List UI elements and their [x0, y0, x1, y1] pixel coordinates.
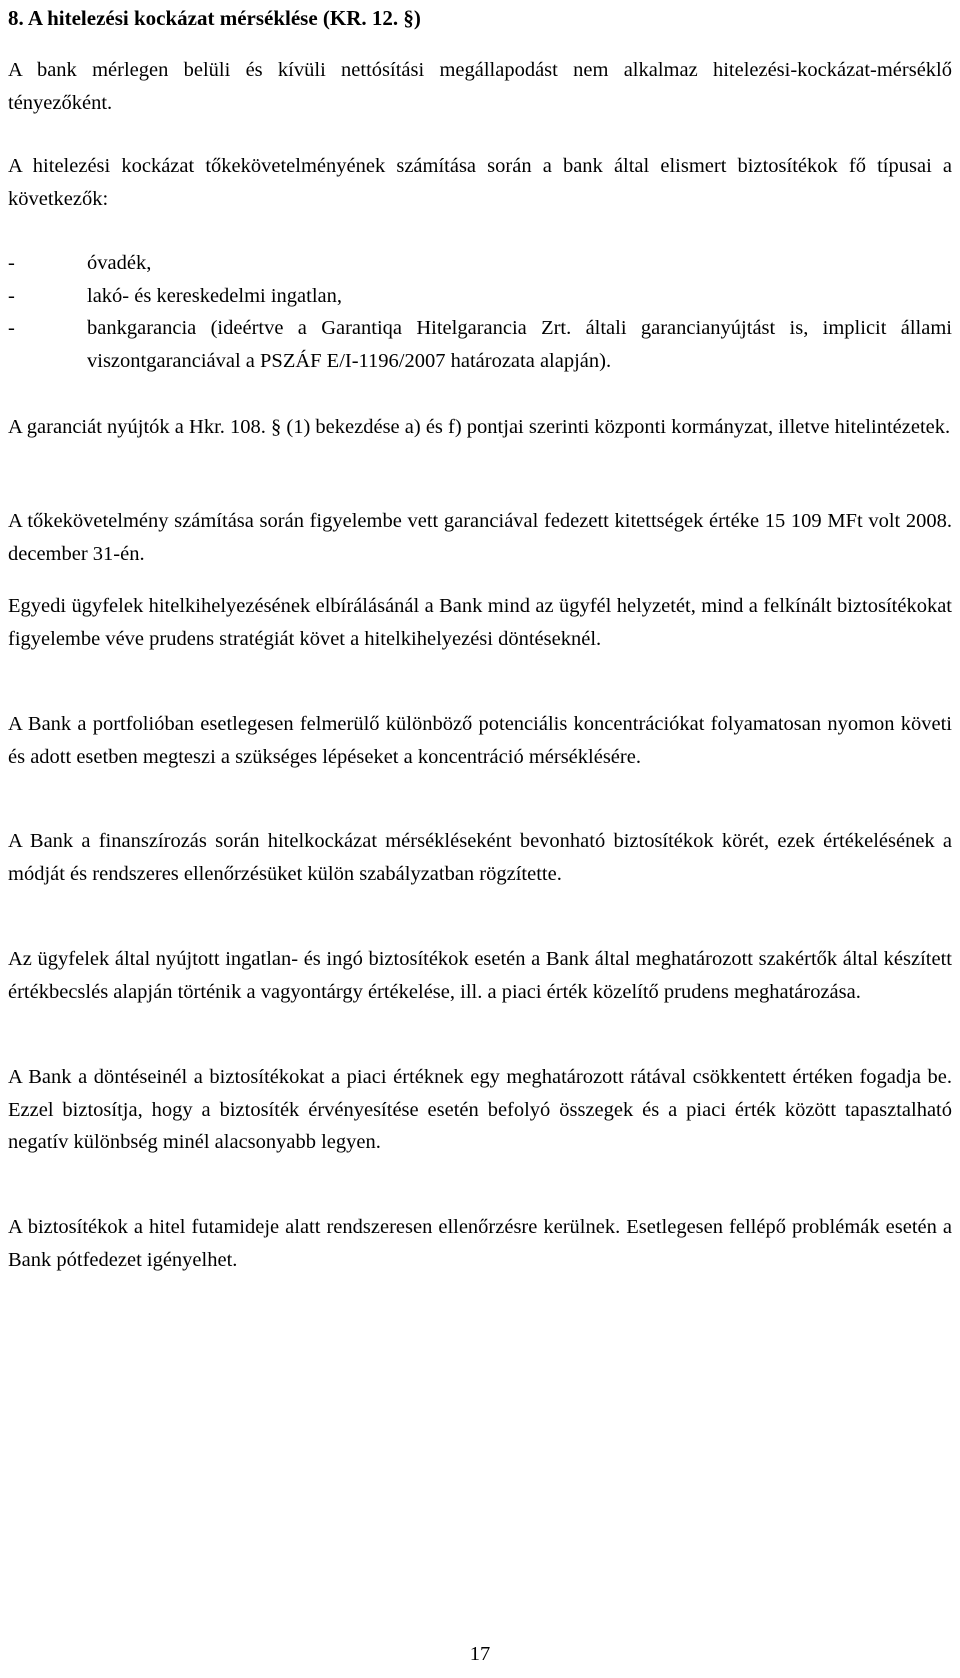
paragraph-individual-clients: Egyedi ügyfelek hitelkihelyezésének elbírálásánál a Bank mind az ügyfél helyzetét, mind a felkínált biztosítékokat figyelembe véve prudens stratégiát követ a hitelkihelyezési döntéseknél. [8, 595, 952, 650]
paragraph-netting: A bank mérlegen belüli és kívüli nettósítási megállapodást nem alkalmaz hitelezési-kockázat-mérséklő tényezőként. [8, 59, 952, 114]
list-item [8, 312, 952, 377]
list-item-text: lakó- és kereskedelmi ingatlan, [87, 284, 343, 307]
paragraph-guarantors: A garanciát nyújtók a Hkr. 108. § (1) bekezdése a) és f) pontjai szerinti központi kormányzat, illetve hitelintézetek. [8, 416, 951, 438]
section-heading: 8. A hitelezési kockázat mérséklése (KR. 12. §) [8, 6, 421, 30]
document-page [8, 0, 952, 1678]
list-item [8, 280, 952, 313]
list-dash: - [8, 284, 15, 307]
list-item [8, 247, 952, 280]
paragraph-guaranteed-exposures: A tőkekövetelmény számítása során figyelembe vett garanciával fedezett kitettségek értéke 15 109 MFt volt 2008. december 31-én. [8, 510, 952, 565]
list-item-text: bankgarancia (ideértve a Garantiqa Hitelgarancia Zrt. általi garancianyújtást is, implicit állami viszontgaranciával a PSZÁF E/I-1196/2007 határozata alapján). [87, 317, 952, 372]
paragraph-monitoring: A biztosítékok a hitel futamideje alatt rendszeresen ellenőrzésre kerülnek. Esetlegesen fellépő problémák esetén a Bank pótfedezet igényelhet. [8, 1216, 952, 1271]
paragraph-collateral-policy: A Bank a finanszírozás során hitelkockázat mérsékléseként bevonható biztosítékok körét, ezek értékelésének a módját és rendszeres ellenőrzésüket külön szabályzatban rögzítette. [8, 830, 952, 885]
list-dash: - [8, 252, 15, 274]
collateral-type-list [8, 247, 952, 377]
paragraph-valuation: Az ügyfelek által nyújtott ingatlan- és ingó biztosítékok esetén a Bank által meghatározott szakértők által készített értékbecslés alapján történik a vagyontárgy értékelése, ill. a piaci érték közelítő prudens meghatározása. [8, 948, 952, 1003]
list-dash: - [8, 317, 15, 339]
page-number: 17 [469, 1643, 491, 1665]
paragraph-concentration: A Bank a portfolióban esetlegesen felmerülő különböző potenciális koncentrációkat folyamatosan nyomon követi és adott esetben megteszi a szükséges lépéseket a koncentráció mérséklésére. [8, 713, 952, 768]
paragraph-haircut: A Bank a döntéseinél a biztosítékokat a piaci értéknek egy meghatározott rátával csökkentett értéken fogadja be. Ezzel biztosítja, hogy a biztosíték érvényesítése esetén befolyó összegek és a piaci érték között tapasztalható negatív különbség minél alacsonyabb legyen. [8, 1066, 952, 1153]
list-item-text: óvadék, [87, 252, 152, 274]
paragraph-collateral-types: A hitelezési kockázat tőkekövetelményének számítása során a bank által elismert biztosítékok fő típusai a következők: [8, 155, 952, 210]
